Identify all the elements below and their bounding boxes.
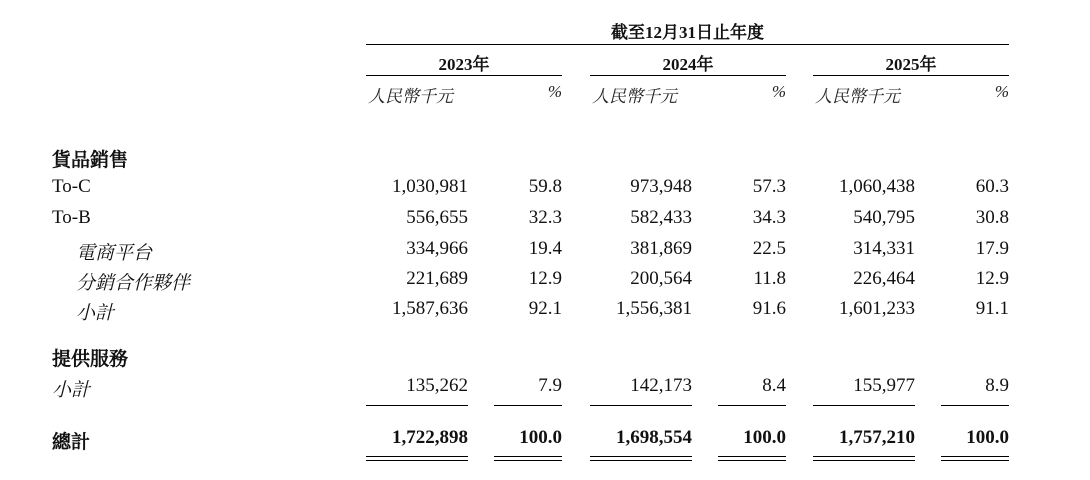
value-2024-percent: 11.8 xyxy=(753,268,786,289)
value-2024-amount: 142,173 xyxy=(630,375,692,396)
row-label: 電商平台 xyxy=(76,243,153,264)
value-2023-percent: 59.8 xyxy=(528,176,562,197)
value-2025-percent: 60.3 xyxy=(975,176,1009,197)
value-2024-amount: 200,564 xyxy=(630,268,692,289)
value-2025-percent: 91.1 xyxy=(975,298,1009,319)
value-2025-percent: 30.8 xyxy=(975,207,1009,228)
value-2025-percent: 12.9 xyxy=(975,268,1009,289)
row-label: 總計 xyxy=(52,432,91,453)
subtotal-rule xyxy=(813,405,915,406)
value-2024-amount: 1,556,381 xyxy=(616,298,692,319)
value-2024-percent: 100.0 xyxy=(743,427,786,448)
total-double-rule xyxy=(813,456,915,461)
row-label: 小計 xyxy=(76,303,115,324)
value-2025-amount: 1,601,233 xyxy=(839,298,915,319)
unit-amount-2025: 人民幣千元 xyxy=(815,87,900,106)
value-2023-amount: 221,689 xyxy=(406,268,468,289)
unit-percent-2025: % xyxy=(994,82,1009,101)
value-2025-amount: 540,795 xyxy=(853,207,915,228)
total-double-rule xyxy=(941,456,1009,461)
year-2024: 2024年 xyxy=(662,55,714,74)
value-2025-percent: 100.0 xyxy=(966,427,1009,448)
value-2024-percent: 57.3 xyxy=(752,176,786,197)
value-2023-percent: 12.9 xyxy=(528,268,562,289)
subtotal-rule xyxy=(941,405,1009,406)
subtotal-rule xyxy=(718,405,786,406)
value-2024-amount: 973,948 xyxy=(630,176,692,197)
period-rule xyxy=(366,44,1009,45)
value-2023-percent: 100.0 xyxy=(519,427,562,448)
year-2025: 2025年 xyxy=(885,55,937,74)
total-double-rule xyxy=(718,456,786,461)
total-double-rule xyxy=(366,456,468,461)
row-label: 分銷合作夥伴 xyxy=(76,273,191,294)
value-2025-amount: 1,757,210 xyxy=(839,427,915,448)
value-2023-amount: 135,262 xyxy=(406,375,468,396)
value-2025-amount: 1,060,438 xyxy=(839,176,915,197)
value-2023-percent: 92.1 xyxy=(528,298,562,319)
subtotal-rule xyxy=(590,405,692,406)
value-2023-amount: 556,655 xyxy=(406,207,468,228)
value-2025-amount: 226,464 xyxy=(853,268,915,289)
value-2023-amount: 1,722,898 xyxy=(392,427,468,448)
value-2024-percent: 34.3 xyxy=(752,207,786,228)
value-2025-amount: 314,331 xyxy=(853,238,915,259)
total-double-rule xyxy=(590,456,692,461)
value-2023-amount: 334,966 xyxy=(406,238,468,259)
year-rule-2025 xyxy=(813,75,1009,76)
subtotal-rule xyxy=(494,405,562,406)
value-2024-percent: 8.4 xyxy=(762,375,786,396)
value-2025-percent: 8.9 xyxy=(985,375,1009,396)
value-2024-percent: 22.5 xyxy=(752,238,786,259)
row-label: To-B xyxy=(52,207,91,228)
value-2024-amount: 582,433 xyxy=(630,207,692,228)
value-2023-percent: 19.4 xyxy=(528,238,562,259)
value-2024-percent: 91.6 xyxy=(752,298,786,319)
year-rule-2024 xyxy=(590,75,786,76)
value-2025-amount: 155,977 xyxy=(853,375,915,396)
row-label: 小計 xyxy=(52,380,91,401)
value-2024-amount: 1,698,554 xyxy=(616,427,692,448)
year-rule-2023 xyxy=(366,75,562,76)
section-services-heading: 提供服務 xyxy=(52,349,129,370)
unit-percent-2023: % xyxy=(547,82,562,101)
total-double-rule xyxy=(494,456,562,461)
year-2023: 2023年 xyxy=(438,55,490,74)
value-2023-percent: 7.9 xyxy=(538,375,562,396)
period-title: 截至12月31日止年度 xyxy=(611,23,764,42)
unit-percent-2024: % xyxy=(771,82,786,101)
subtotal-rule xyxy=(366,405,468,406)
value-2024-amount: 381,869 xyxy=(630,238,692,259)
value-2023-amount: 1,587,636 xyxy=(392,298,468,319)
value-2023-amount: 1,030,981 xyxy=(392,176,468,197)
value-2025-percent: 17.9 xyxy=(975,238,1009,259)
unit-amount-2024: 人民幣千元 xyxy=(592,87,677,106)
unit-amount-2023: 人民幣千元 xyxy=(368,87,453,106)
value-2023-percent: 32.3 xyxy=(528,207,562,228)
row-label: To-C xyxy=(52,176,91,197)
section-goods-heading: 貨品銷售 xyxy=(52,150,129,171)
